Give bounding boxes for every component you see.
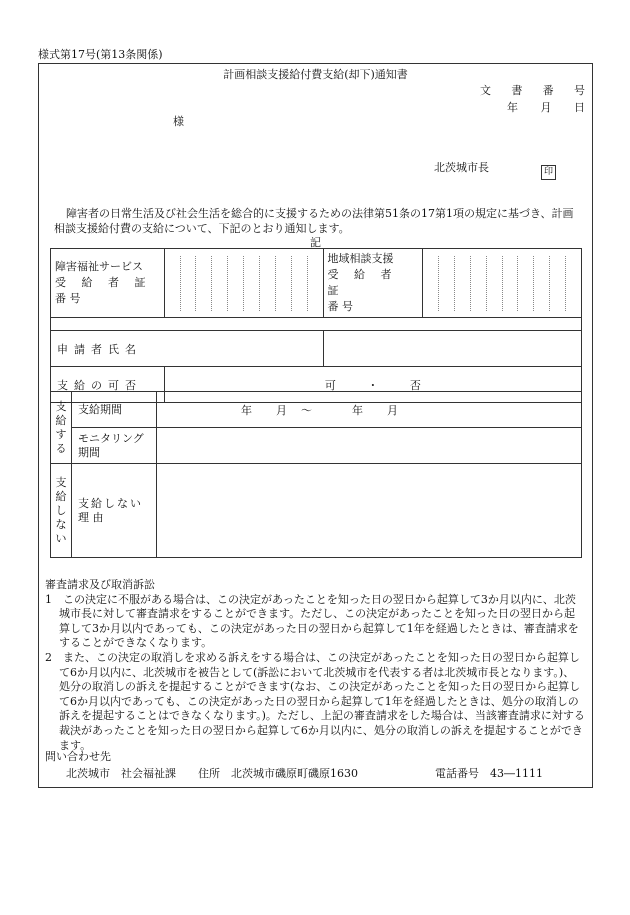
label-text: 受 給 者 証 bbox=[55, 276, 152, 289]
issuer-name: 北茨城市長 bbox=[434, 161, 489, 174]
label-line bbox=[328, 299, 419, 315]
date-year: 年 bbox=[507, 101, 518, 114]
label-line: モニタリング bbox=[78, 431, 144, 445]
consultant-number-label bbox=[323, 249, 423, 318]
label-text: 受 給 者 証 bbox=[327, 268, 398, 297]
label-line: 期間 bbox=[78, 445, 100, 459]
vchar: 給 bbox=[55, 413, 67, 427]
monitoring-value[interactable] bbox=[157, 428, 582, 464]
vchar: す bbox=[55, 427, 67, 441]
label-line: 障害福祉サービス bbox=[55, 260, 143, 273]
vchar: る bbox=[55, 441, 67, 455]
period-units bbox=[157, 402, 581, 418]
label-text: 番 号 bbox=[327, 300, 354, 313]
body-text: 障害者の日常生活及び社会生活を総合的に支援するための法律第51条の17第1項の規定に基づき、計画相談支援給付費の支給について、下記のとおり通知します。 bbox=[54, 207, 574, 235]
label-line bbox=[78, 511, 156, 525]
ki-heading: 記 bbox=[310, 236, 321, 249]
period-value[interactable] bbox=[157, 392, 582, 428]
notice-heading: 審査請求及び取消訴訟 bbox=[45, 578, 155, 591]
doc-number-char: 文 bbox=[480, 84, 491, 97]
applicant-name-label: 申請者氏名 bbox=[51, 331, 324, 367]
vchar: な bbox=[55, 517, 67, 531]
deny-reason-value[interactable] bbox=[157, 464, 582, 558]
vchar: い bbox=[55, 531, 67, 545]
form-label: 様式第17号(第13条関係) bbox=[38, 48, 163, 61]
label-line: 支給しない bbox=[78, 496, 143, 510]
recipient-number-label bbox=[51, 249, 165, 318]
period-unit: 〜 bbox=[301, 403, 312, 417]
vchar: 支 bbox=[55, 475, 67, 489]
consultant-number-digits[interactable] bbox=[423, 249, 582, 318]
seal-mark: 印 bbox=[541, 165, 556, 180]
vchar: 支 bbox=[55, 399, 67, 413]
date-month: 月 bbox=[540, 101, 552, 114]
notice-para-1: 1 この決定に不服がある場合は、この決定があったことを知った日の翌日から起算して3か月以内に、北茨城市長に対して審査請求をすることができます。ただし、この決定があったことを知った日の翌日から起算して3か月以内であっても、この決定があった日の翌日から起算して1年を経過したときは、審査請求をすることができなくなります。 bbox=[45, 592, 579, 650]
date-label bbox=[507, 99, 585, 115]
label-line bbox=[55, 291, 160, 307]
doc-number-char: 番 bbox=[542, 84, 554, 97]
period-unit: 年 bbox=[352, 403, 363, 417]
monitoring-label bbox=[72, 428, 157, 464]
grant-table bbox=[50, 391, 582, 558]
doc-number-char: 号 bbox=[573, 84, 585, 97]
vchar: 給 bbox=[55, 489, 67, 503]
deny-vertical-label bbox=[51, 464, 72, 558]
contact-line: 北茨城市 社会福祉課 住所 北茨城市磯原町磯原1630 電話番号 43―1111 bbox=[66, 767, 543, 780]
applicant-name-value[interactable] bbox=[323, 331, 581, 367]
notice-para-2: 2 また、この決定の取消しを求める訴えをする場合は、この決定があったことを知った日の翌日から起算して6か月以内に、北茨城市を被告として(訴訟において北茨城市を代表する者は北茨城市長となります。)、処分の取消しの訴えを提起することができます(なお、この決定があったことを知った日の翌日から起算して6か月以内であっても、この決定があった日の翌日から起算して1年を経過したときは、処分の取消しの訴えを提起することはできなくなります。)。ただし、上記の審査請求をした場合は、当該審査請求に対する裁決があったことを知った日の翌日から起算して6か月以内に、処分の取消しの訴えを提起することができます。 bbox=[45, 650, 585, 752]
approval-no: 否 bbox=[409, 378, 421, 392]
label-text: 番 号 bbox=[55, 292, 81, 305]
approval-sep: ・ bbox=[367, 378, 379, 392]
notice-section bbox=[45, 578, 585, 753]
label-line: 地域相談支援 bbox=[327, 252, 394, 265]
vchar: し bbox=[55, 503, 67, 517]
digit-boxes bbox=[423, 256, 581, 311]
details-table bbox=[50, 248, 582, 403]
doc-number-char: 書 bbox=[511, 84, 523, 97]
approval-label: 支給の可否 bbox=[51, 367, 165, 403]
approval-yes: 可 bbox=[324, 378, 336, 392]
period-unit: 月 bbox=[387, 403, 398, 417]
deny-reason-label bbox=[72, 464, 157, 558]
period-unit: 年 bbox=[241, 403, 252, 417]
spacer-row bbox=[51, 318, 582, 331]
period-unit: 月 bbox=[276, 403, 287, 417]
contact-heading: 問い合わせ先 bbox=[45, 750, 111, 763]
document-title: 計画相談支援給付費支給(却下)通知書 bbox=[223, 68, 408, 81]
digit-boxes bbox=[165, 256, 323, 311]
label-text: 理 由 bbox=[78, 510, 104, 524]
label-line bbox=[55, 275, 160, 291]
addressee-suffix: 様 bbox=[173, 115, 184, 128]
period-label: 支給期間 bbox=[72, 392, 157, 428]
date-day: 日 bbox=[574, 101, 585, 114]
recipient-number-digits[interactable] bbox=[164, 249, 323, 318]
label-line bbox=[328, 267, 419, 299]
grant-vertical-label bbox=[51, 392, 72, 464]
doc-number-label bbox=[480, 82, 585, 98]
